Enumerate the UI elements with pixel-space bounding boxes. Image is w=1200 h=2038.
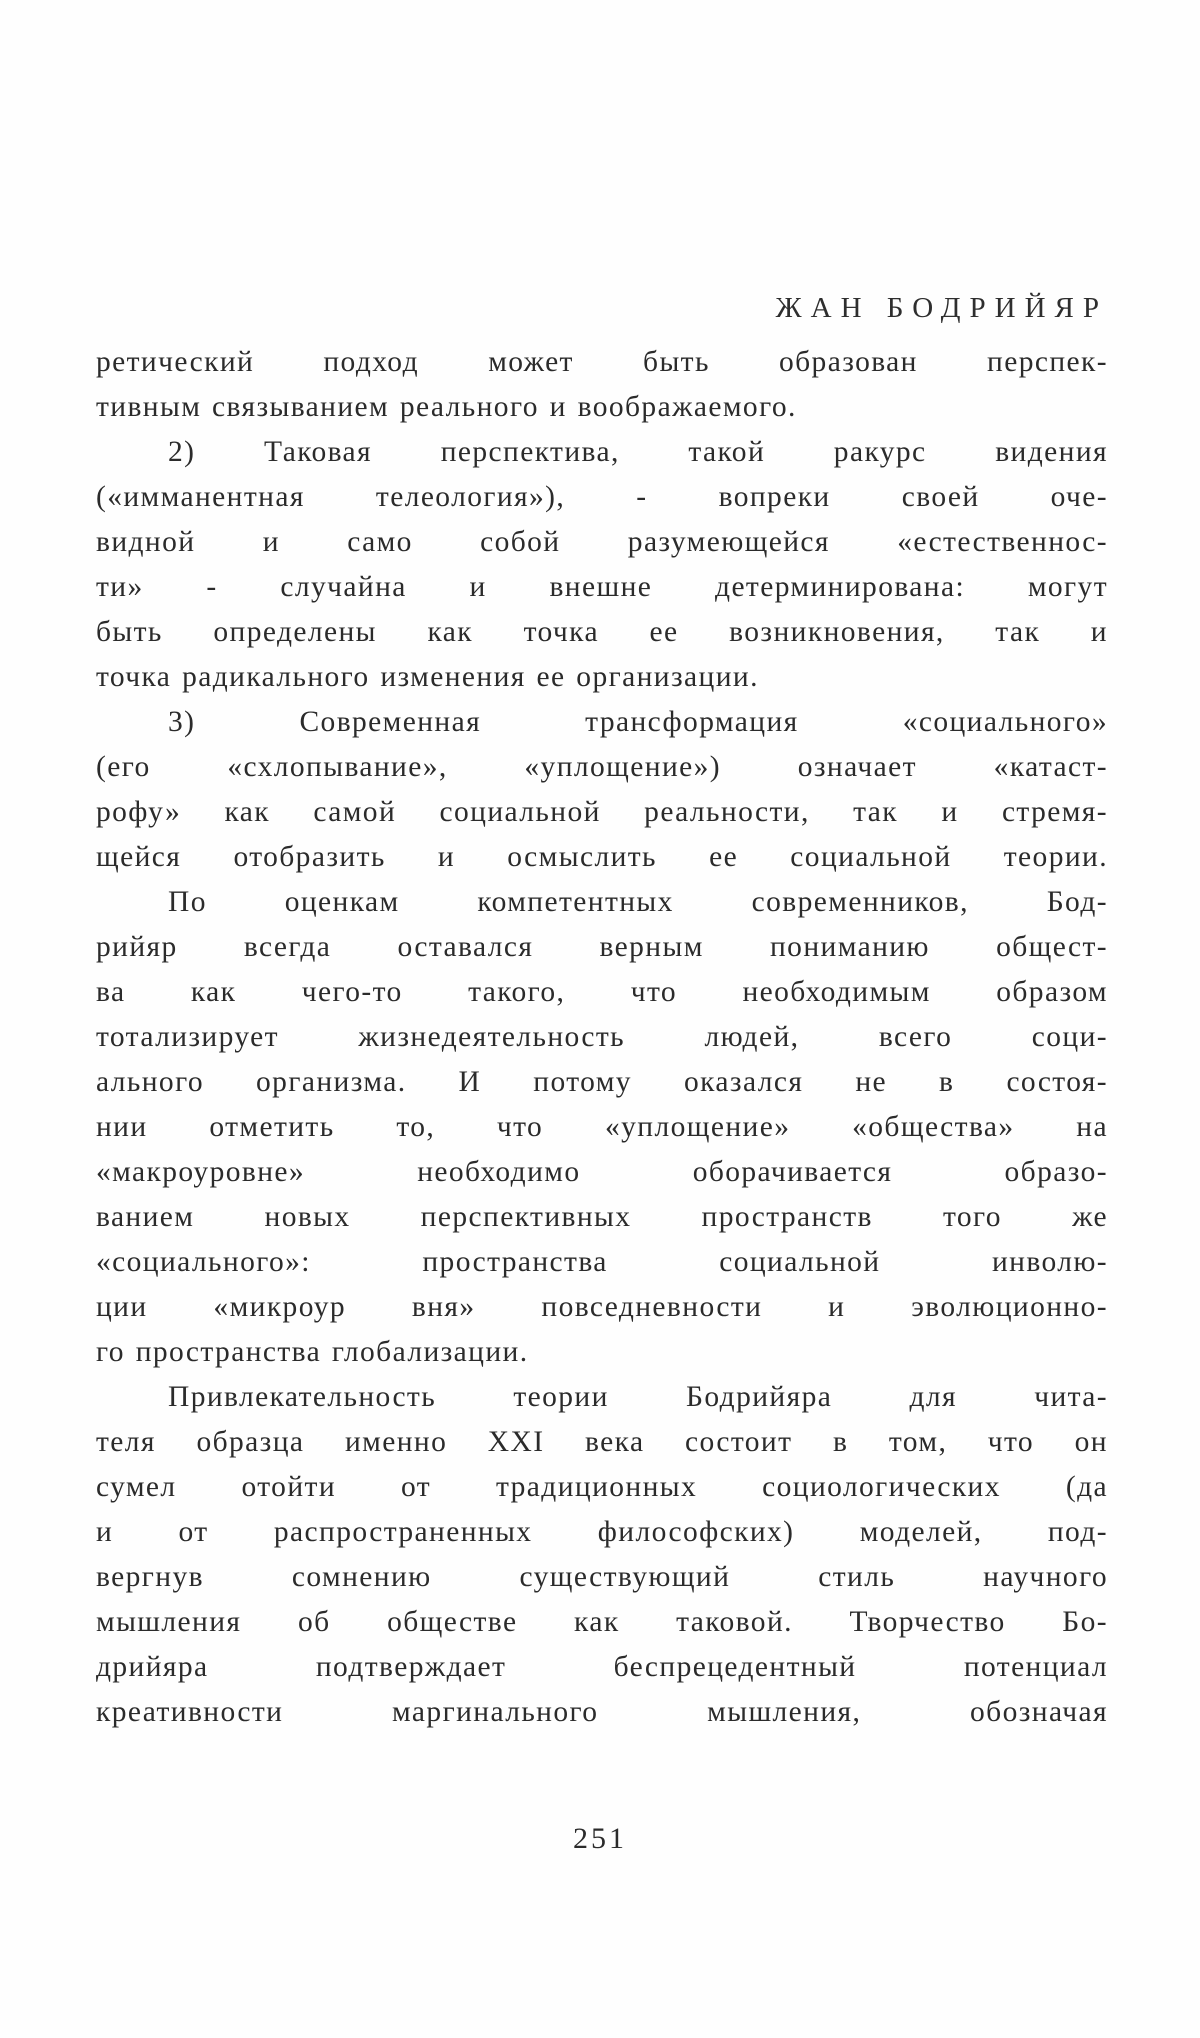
text-line: ции «микроур вня» повседневности и эволюционно- [96, 1291, 1108, 1323]
text-line: ального организма. И потому оказался не в состоя- [96, 1066, 1108, 1098]
text-line: щейся отобразить и осмыслить ее социальной теории. [96, 841, 1108, 873]
text-line: точка радикального изменения ее организации. [96, 661, 759, 693]
text-line: ти» - случайна и внешне детерминирована: могут [96, 571, 1108, 603]
text-line: быть определены как точка ее возникновения, так и [96, 616, 1108, 648]
text-line: рийяр всегда оставался верным пониманию общест- [96, 931, 1108, 963]
text-line: нии отметить то, что «уплощение» «общества» на [96, 1111, 1108, 1143]
text-line: теля образца именно XXI века состоит в том, что он [96, 1426, 1108, 1458]
text-line: креативности маргинального мышления, обозначая [96, 1696, 1108, 1728]
text-line: видной и само собой разумеющейся «естественнос- [96, 526, 1108, 558]
text-line: 3) Современная трансформация «социального» [168, 706, 1108, 738]
text-line: рофу» как самой социальной реальности, так и стремя- [96, 796, 1108, 828]
text-line: (его «схлопывание», «уплощение») означает «катаст- [96, 751, 1108, 783]
text-line: 2) Таковая перспектива, такой ракурс видения [168, 436, 1108, 468]
text-line: По оценкам компетентных современников, Бод- [168, 886, 1108, 918]
text-line: «социального»: пространства социальной инволю- [96, 1246, 1108, 1278]
text-line: («имманентная телеология»), - вопреки своей оче- [96, 481, 1108, 513]
text-line: го пространства глобализации. [96, 1336, 529, 1368]
text-line: ва как чего-то такого, что необходимым образом [96, 976, 1108, 1008]
text-line: мышления об обществе как таковой. Творчество Бо- [96, 1606, 1108, 1638]
text-line: тотализирует жизнедеятельность людей, всего соци- [96, 1021, 1108, 1053]
text-line: «макроуровне» необходимо оборачивается образо- [96, 1156, 1108, 1188]
page-number: 251 [573, 1822, 627, 1855]
text-line: Привлекательность теории Бодрийяра для чита- [168, 1381, 1108, 1413]
text-line: ванием новых перспективных пространств того же [96, 1201, 1108, 1233]
text-line: ретический подход может быть образован перспек- [96, 346, 1108, 378]
text-line: и от распространенных философских) моделей, под- [96, 1516, 1108, 1548]
text-line: тивным связыванием реального и воображаемого. [96, 391, 797, 423]
text-line: сумел отойти от традиционных социологических (да [96, 1471, 1108, 1503]
body-text [96, 340, 1108, 1735]
text-line: дрийяра подтверждает беспрецедентный потенциал [96, 1651, 1108, 1683]
running-header: ЖАН БОДРИЙЯР [775, 292, 1108, 324]
text-line: вергнув сомнению существующий стиль научного [96, 1561, 1108, 1593]
